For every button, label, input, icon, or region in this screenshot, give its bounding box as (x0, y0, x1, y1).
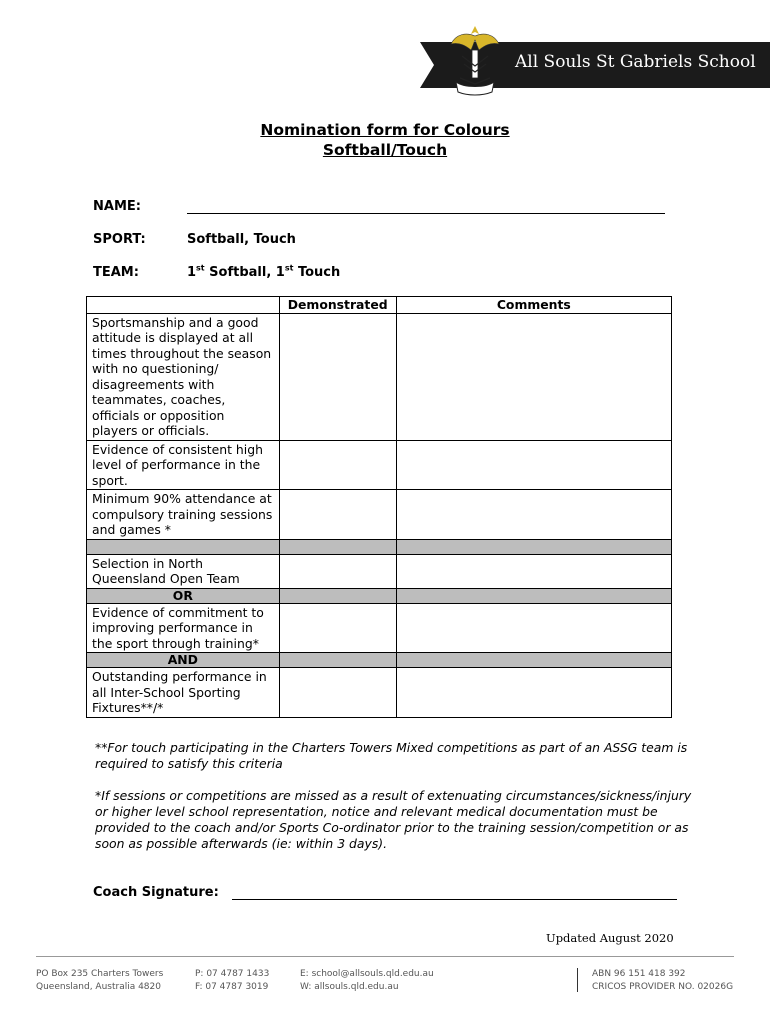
comments-cell[interactable] (396, 554, 671, 588)
criteria-commitment: Evidence of commitment to improving performance in the sport through training* (87, 603, 280, 653)
or-label: OR (87, 588, 280, 603)
comments-cell[interactable] (396, 668, 671, 718)
form-title-line1: Nomination form for Colours (260, 121, 510, 139)
team-field (93, 264, 340, 280)
school-name: All Souls St Gabriels School (515, 52, 756, 72)
sport-field (93, 232, 296, 247)
table-row (87, 440, 672, 490)
footer-phone: P: 07 4787 1433 F: 07 4787 3019 (195, 969, 270, 992)
criteria-inter-school: Outstanding performance in all Inter-School Sporting Fixtures**/* (87, 668, 280, 718)
and-divider-row (87, 653, 672, 668)
footer-divider (36, 956, 734, 957)
form-title (0, 120, 770, 160)
footer-address: PO Box 235 Charters Towers Queensland, Australia 4820 (36, 969, 164, 992)
footer-separator (577, 968, 578, 992)
criteria-table (86, 296, 672, 718)
sport-value: Softball, Touch (187, 232, 296, 247)
or-divider-row (87, 588, 672, 603)
demonstrated-cell[interactable] (279, 313, 396, 440)
header-criteria (87, 297, 280, 314)
criteria-attendance: Minimum 90% attendance at compulsory training sessions and games * (87, 490, 280, 540)
footer-contact (300, 968, 434, 994)
table-row (87, 490, 672, 540)
name-field (93, 199, 187, 214)
coach-signature-label: Coach Signature: (93, 885, 219, 900)
team-label: TEAM: (93, 265, 139, 281)
table-row (87, 554, 672, 588)
header-comments: Comments (396, 297, 671, 314)
demonstrated-cell[interactable] (279, 603, 396, 653)
table-header-row (87, 297, 672, 314)
header-demonstrated: Demonstrated (279, 297, 396, 314)
criteria-performance: Evidence of consistent high level of performance in the sport. (87, 440, 280, 490)
footer-web[interactable]: W: allsouls.qld.edu.au (300, 982, 399, 992)
footer-registration: ABN 96 151 418 392 CRICOS PROVIDER NO. 02026G (592, 969, 734, 992)
note-touch: **For touch participating in the Charters Towers Mixed competitions as part of an ASSG team is required to satisfy this criteria (95, 740, 688, 771)
comments-cell[interactable] (396, 490, 671, 540)
demonstrated-cell[interactable] (279, 440, 396, 490)
comments-cell[interactable] (396, 440, 671, 490)
note-missed-sessions: *If sessions or competitions are missed as a result of extenuating circumstances/sickness/injury or higher level school representation, notice and relevant medical documentation must be provided to the coach and/or Sports Co-ordinator prior to the training session/competition or as soon as possible afterwards (ie: within 3 days). (95, 788, 692, 851)
criteria-selection: Selection in North Queensland Open Team (87, 554, 280, 588)
table-row (87, 603, 672, 653)
and-label: AND (87, 653, 280, 668)
coach-signature-line[interactable] (232, 899, 677, 900)
demonstrated-cell[interactable] (279, 490, 396, 540)
school-crest-icon (448, 22, 502, 100)
name-label: NAME: (93, 199, 141, 214)
criteria-sportsmanship: Sportsmanship and a good attitude is displayed at all times throughout the season with no questioning/ disagreements with teammates, coaches, officials or opposition players or officials. (87, 313, 280, 440)
updated-date: Updated August 2020 (546, 931, 674, 945)
team-value: 1st Softball, 1st Touch (187, 264, 341, 281)
demonstrated-cell[interactable] (279, 554, 396, 588)
divider-row (87, 539, 672, 554)
name-input-line[interactable] (187, 213, 665, 214)
form-title-line2: Softball/Touch (322, 141, 448, 159)
demonstrated-cell[interactable] (279, 668, 396, 718)
table-row (87, 313, 672, 440)
table-row (87, 668, 672, 718)
sport-label: SPORT: (93, 232, 146, 247)
comments-cell[interactable] (396, 313, 671, 440)
footer-email[interactable]: E: school@allsouls.qld.edu.au (300, 969, 434, 979)
comments-cell[interactable] (396, 603, 671, 653)
